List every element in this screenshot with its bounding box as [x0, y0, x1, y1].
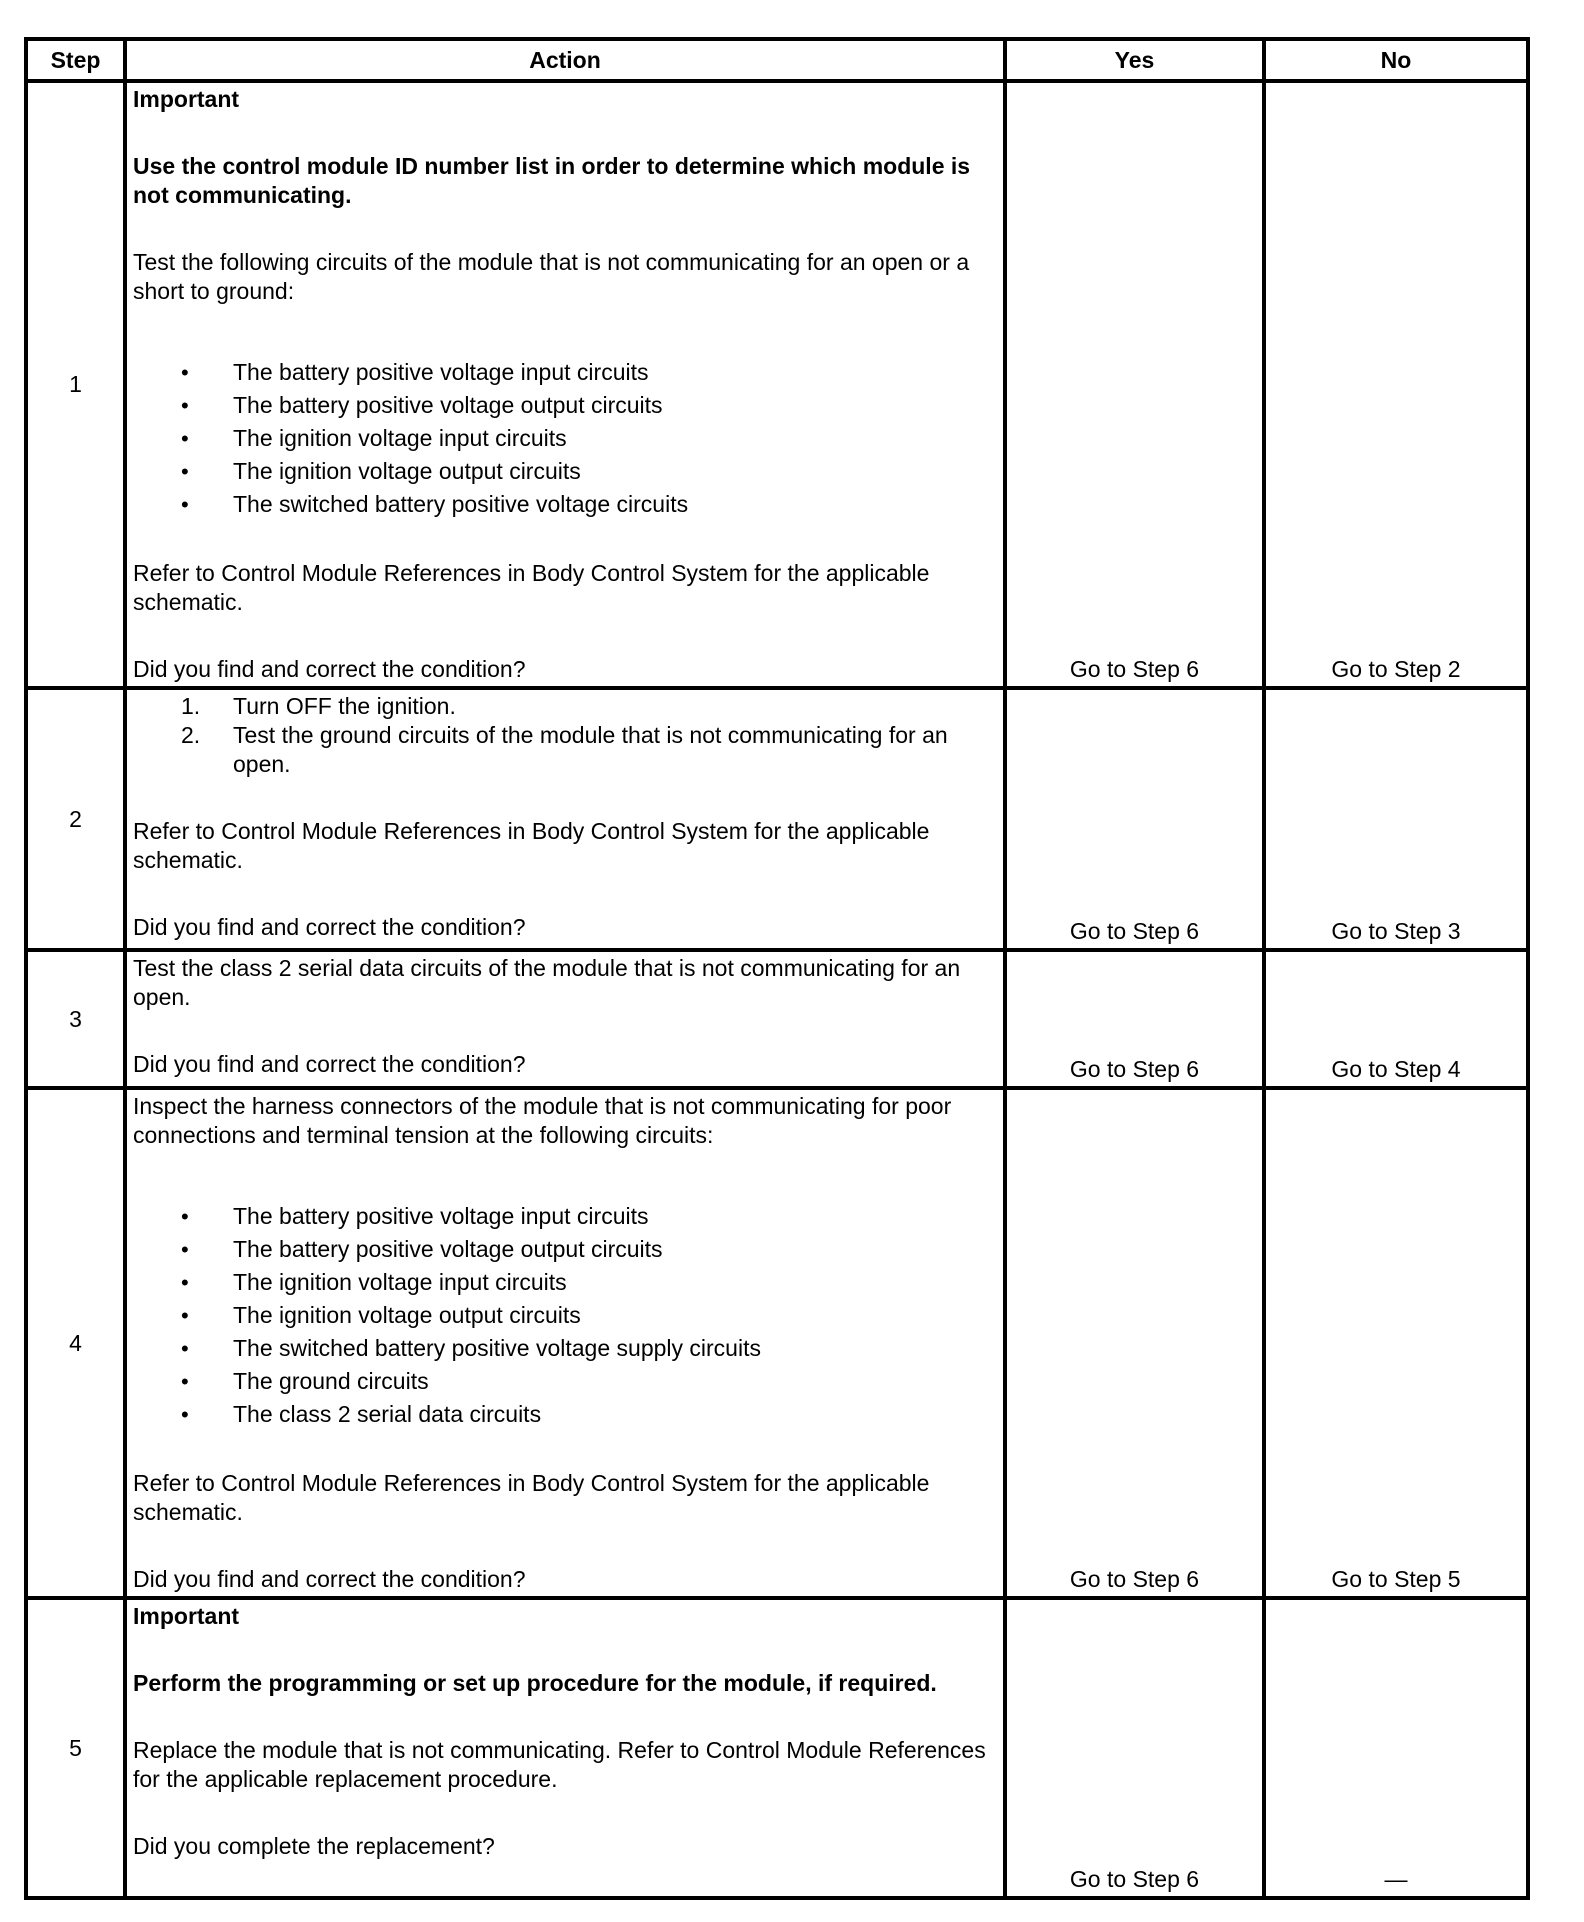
list-item: • The switched battery positive voltage supply circuits — [133, 1332, 1001, 1365]
diagnostic-table — [24, 37, 1530, 1900]
list-text: Turn OFF the ignition. — [233, 693, 456, 719]
header-step: Step — [26, 39, 125, 81]
action-intro: Test the following circuits of the module that is not communicating for an open or a short to ground: — [133, 249, 970, 304]
list-item: • The ignition voltage input circuits — [133, 1266, 1001, 1299]
step-row-4 — [26, 1088, 1528, 1598]
list-item: • The class 2 serial data circuits — [133, 1398, 1001, 1431]
no-cell — [1264, 1598, 1528, 1898]
yes-cell — [1005, 81, 1264, 688]
list-item: • The switched battery positive voltage circuits — [133, 488, 1001, 521]
question-text: Did you complete the replacement? — [133, 1833, 495, 1859]
list-item: • The ignition voltage input circuits — [133, 422, 1001, 455]
yes-result: Go to Step 6 — [1069, 656, 1200, 682]
step-number: 2 — [26, 688, 125, 950]
header-row — [26, 39, 1528, 81]
action-intro: Replace the module that is not communicating. Refer to Control Module References for the applicable replacement procedure. — [133, 1737, 986, 1792]
no-result: Go to Step 3 — [1331, 918, 1461, 944]
no-cell — [1264, 81, 1528, 688]
action-cell — [125, 1088, 1005, 1598]
action-cell — [125, 1598, 1005, 1898]
action-cell — [125, 950, 1005, 1088]
list-item: • The ignition voltage output circuits — [133, 455, 1001, 488]
no-cell — [1264, 950, 1528, 1088]
list-item: • The ground circuits — [133, 1365, 1001, 1398]
list-number: 2. — [181, 722, 201, 748]
step-row-1 — [26, 81, 1528, 688]
yes-result: Go to Step 6 — [1069, 918, 1200, 944]
no-cell — [1264, 1088, 1528, 1598]
list-item: • The ignition voltage output circuits — [133, 1299, 1001, 1332]
yes-cell — [1005, 1088, 1264, 1598]
list-item: • The battery positive voltage output circuits — [133, 389, 1001, 422]
step-row-2 — [26, 688, 1528, 950]
step-number: 5 — [26, 1598, 125, 1898]
question-text: Did you find and correct the condition? — [133, 1051, 526, 1077]
question-text: Did you find and correct the condition? — [133, 656, 526, 682]
yes-cell — [1005, 950, 1264, 1088]
important-note: Use the control module ID number list in order to determine which module is not communicating. — [133, 153, 971, 208]
refer-text: Refer to Control Module References in Body Control System for the applicable schematic. — [133, 1470, 930, 1525]
list-number: 1. — [181, 693, 201, 719]
no-result: — — [1384, 1866, 1408, 1892]
step-row-3 — [26, 950, 1528, 1088]
list-item — [133, 692, 1001, 721]
yes-result: Go to Step 6 — [1069, 1056, 1200, 1082]
important-label: Important — [133, 86, 240, 112]
question-text: Did you find and correct the condition? — [133, 914, 526, 940]
step-number: 3 — [26, 950, 125, 1088]
step-number: 1 — [26, 81, 125, 688]
circuit-list — [133, 356, 1001, 521]
numbered-list — [133, 692, 1001, 779]
list-text: Test the ground circuits of the module that is not communicating for an open. — [233, 722, 948, 777]
header-no: No — [1264, 39, 1528, 81]
no-result: Go to Step 4 — [1331, 1056, 1461, 1082]
action-intro: Test the class 2 serial data circuits of the module that is not communicating for an open. — [133, 955, 961, 1010]
action-intro: Inspect the harness connectors of the module that is not communicating for poor connections and terminal tension at the following circuits: — [133, 1093, 952, 1148]
question-text: Did you find and correct the condition? — [133, 1566, 526, 1592]
yes-result: Go to Step 6 — [1069, 1866, 1200, 1892]
yes-cell — [1005, 688, 1264, 950]
important-note: Perform the programming or set up procedure for the module, if required. — [133, 1670, 937, 1696]
step-row-5 — [26, 1598, 1528, 1898]
yes-result: Go to Step 6 — [1069, 1566, 1200, 1592]
action-cell — [125, 688, 1005, 950]
no-result: Go to Step 2 — [1331, 656, 1461, 682]
refer-text: Refer to Control Module References in Body Control System for the applicable schematic. — [133, 560, 930, 615]
list-item — [133, 721, 1001, 779]
list-item: • The battery positive voltage input circuits — [133, 1200, 1001, 1233]
no-result: Go to Step 5 — [1331, 1566, 1461, 1592]
no-cell — [1264, 688, 1528, 950]
list-item: • The battery positive voltage input circuits — [133, 356, 1001, 389]
header-yes: Yes — [1005, 39, 1264, 81]
important-label: Important — [133, 1603, 240, 1629]
circuit-list — [133, 1200, 1001, 1431]
yes-cell — [1005, 1598, 1264, 1898]
list-item: • The battery positive voltage output circuits — [133, 1233, 1001, 1266]
step-number: 4 — [26, 1088, 125, 1598]
header-action: Action — [125, 39, 1005, 81]
refer-text: Refer to Control Module References in Body Control System for the applicable schematic. — [133, 818, 930, 873]
action-cell — [125, 81, 1005, 688]
